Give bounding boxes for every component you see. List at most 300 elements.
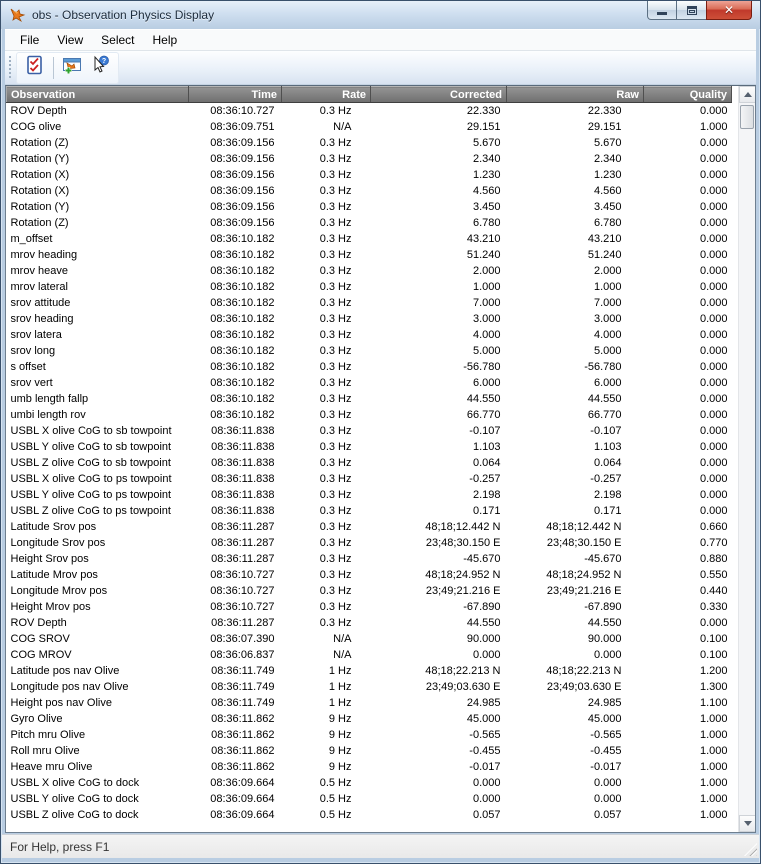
quality-value: 0.330 <box>699 601 728 613</box>
table-header-row <box>7 87 732 103</box>
corrected-value: 43.210 <box>466 233 501 245</box>
table-row[interactable] <box>7 135 732 151</box>
quality-value: 0.000 <box>699 185 728 197</box>
raw-value: -67.890 <box>584 601 622 613</box>
raw-value: 2.340 <box>593 153 622 165</box>
table-row[interactable] <box>7 711 732 727</box>
observation-name: USBL Z olive CoG to dock <box>10 809 139 821</box>
quality-value: 0.000 <box>699 505 728 517</box>
rate-value: 0.3 Hz <box>319 393 352 405</box>
corrected-value: 4.000 <box>472 329 501 341</box>
corrected-value: 2.198 <box>472 489 501 501</box>
time-value: 08:36:09.664 <box>210 809 275 821</box>
time-value: 08:36:09.156 <box>210 217 275 229</box>
raw-value: 3.450 <box>593 201 622 213</box>
table-row[interactable] <box>7 679 732 695</box>
observation-table <box>6 86 732 823</box>
table-row[interactable] <box>7 375 732 391</box>
quality-value: 1.100 <box>699 697 728 709</box>
rate-value: 0.5 Hz <box>319 777 352 789</box>
time-value: 08:36:11.838 <box>211 505 275 517</box>
table-row[interactable] <box>7 343 732 359</box>
quality-value: 0.000 <box>699 297 728 309</box>
quality-value: 1.000 <box>699 713 728 725</box>
observation-name: USBL X olive CoG to dock <box>10 777 140 789</box>
observation-checklist-button[interactable] <box>21 55 49 81</box>
time-value: 08:36:10.182 <box>210 409 275 421</box>
rate-value: 0.3 Hz <box>319 377 352 389</box>
quality-value: 0.000 <box>699 345 728 357</box>
rate-value: 0.3 Hz <box>319 617 352 629</box>
corrected-value: 6.780 <box>472 217 501 229</box>
quality-value: 1.000 <box>699 121 728 133</box>
time-value: 08:36:07.390 <box>210 633 275 645</box>
observation-name: USBL Y olive CoG to sb towpoint <box>10 441 172 453</box>
time-value: 08:36:06.837 <box>210 649 275 661</box>
corrected-value: 3.450 <box>472 201 501 213</box>
corrected-value: 1.103 <box>472 441 501 453</box>
observation-name: s offset <box>10 361 46 373</box>
time-value: 08:36:11.862 <box>211 745 275 757</box>
toolbar-separator <box>53 57 54 79</box>
table-row[interactable] <box>7 743 732 759</box>
observation-name: Gyro Olive <box>10 713 63 725</box>
raw-value: 45.000 <box>587 713 622 725</box>
table-row[interactable] <box>7 167 732 183</box>
time-value: 08:36:10.182 <box>210 345 275 357</box>
table-row[interactable] <box>7 567 732 583</box>
corrected-value: 0.057 <box>472 809 501 821</box>
observation-name: srov latera <box>10 329 62 341</box>
time-value: 08:36:10.182 <box>210 329 275 341</box>
column-header-raw[interactable]: Raw <box>507 87 644 103</box>
corrected-value: 48;18;12.442 N <box>425 521 501 533</box>
quality-value: 0.000 <box>699 425 728 437</box>
resize-grip[interactable] <box>744 843 757 856</box>
scroll-down-button[interactable] <box>739 815 756 832</box>
minimize-button[interactable] <box>647 1 677 20</box>
quality-value: 0.770 <box>699 537 728 549</box>
table-row[interactable] <box>7 263 732 279</box>
quality-value: 0.000 <box>699 617 728 629</box>
corrected-value: 0.000 <box>472 649 501 661</box>
raw-value: 4.560 <box>593 185 622 197</box>
window-title: obs - Observation Physics Display <box>32 8 215 22</box>
corrected-value: 23;48;30.150 E <box>425 537 501 549</box>
time-value: 08:36:10.182 <box>210 377 275 389</box>
table-row[interactable] <box>7 183 732 199</box>
table-row[interactable] <box>7 455 732 471</box>
time-value: 08:36:10.727 <box>210 569 275 581</box>
raw-value: 23;49;21.216 E <box>546 585 622 597</box>
rate-value: 0.3 Hz <box>319 521 352 533</box>
raw-value: 6.780 <box>593 217 622 229</box>
table-row[interactable] <box>7 215 732 231</box>
table-row[interactable] <box>7 535 732 551</box>
time-value: 08:36:10.182 <box>210 361 275 373</box>
rate-value: 0.3 Hz <box>319 505 352 517</box>
observation-name: Rotation (Z) <box>10 217 69 229</box>
time-value: 08:36:10.727 <box>210 105 275 117</box>
table-row[interactable] <box>7 295 732 311</box>
rate-value: 0.3 Hz <box>319 281 352 293</box>
time-value: 08:36:10.182 <box>210 281 275 293</box>
rate-value: 0.3 Hz <box>319 265 352 277</box>
corrected-value: 5.670 <box>472 137 501 149</box>
help-cursor-icon <box>90 55 110 80</box>
menu-item-file[interactable]: File <box>20 33 40 47</box>
raw-value: 44.550 <box>587 617 622 629</box>
close-icon: ✕ <box>723 3 735 17</box>
time-value: 08:36:11.862 <box>211 713 275 725</box>
rate-value: 9 Hz <box>328 761 352 773</box>
table-row[interactable] <box>7 615 732 631</box>
observation-name: mrov heave <box>10 265 68 277</box>
corrected-value: 7.000 <box>472 297 501 309</box>
corrected-value: 0.171 <box>472 505 501 517</box>
rate-value: 0.3 Hz <box>319 169 352 181</box>
observation-name: Longitude pos nav Olive <box>10 681 129 693</box>
quality-value: 0.000 <box>699 489 728 501</box>
corrected-value: 2.000 <box>472 265 501 277</box>
rate-value: 0.3 Hz <box>319 185 352 197</box>
raw-value: -0.107 <box>590 425 622 437</box>
quality-value: 0.100 <box>699 633 728 645</box>
rate-value: 0.3 Hz <box>319 201 352 213</box>
rate-value: 0.5 Hz <box>319 809 352 821</box>
raw-value: 0.000 <box>593 777 622 789</box>
rate-value: 0.3 Hz <box>319 569 352 581</box>
table-row[interactable] <box>7 199 732 215</box>
maximize-button[interactable] <box>677 1 706 20</box>
table-row[interactable] <box>7 151 732 167</box>
rate-value: 0.3 Hz <box>319 217 352 229</box>
corrected-value: 44.550 <box>466 393 501 405</box>
time-value: 08:36:11.838 <box>211 457 275 469</box>
observation-name: mrov heading <box>10 249 78 261</box>
vertical-scrollbar[interactable] <box>738 86 755 832</box>
quality-value: 0.000 <box>699 249 728 261</box>
observation-name: Height pos nav Olive <box>10 697 112 709</box>
raw-value: -0.017 <box>590 761 622 773</box>
corrected-value: 0.000 <box>472 793 501 805</box>
raw-value: 22.330 <box>587 105 622 117</box>
raw-value: 48;18;12.442 N <box>546 521 622 533</box>
raw-value: 6.000 <box>593 377 622 389</box>
observation-name: Pitch mru Olive <box>10 729 86 741</box>
column-header-time[interactable]: Time <box>189 87 282 103</box>
observation-name: Heave mru Olive <box>10 761 93 773</box>
toolbar-grip[interactable] <box>8 56 12 80</box>
raw-value: -0.565 <box>590 729 622 741</box>
time-value: 08:36:11.287 <box>211 617 275 629</box>
table-row[interactable] <box>7 727 732 743</box>
time-value: 08:36:09.664 <box>210 777 275 789</box>
table-row[interactable] <box>7 487 732 503</box>
raw-value: 2.198 <box>593 489 622 501</box>
raw-value: -56.780 <box>584 361 622 373</box>
raw-value: 4.000 <box>593 329 622 341</box>
quality-value: 0.000 <box>699 313 728 325</box>
quality-value: 0.660 <box>699 521 728 533</box>
rate-value: 0.5 Hz <box>319 793 352 805</box>
arrow-up-icon <box>744 92 752 97</box>
table-row[interactable] <box>7 247 732 263</box>
observation-name: srov attitude <box>10 297 71 309</box>
corrected-value: 22.330 <box>466 105 501 117</box>
rate-value: N/A <box>333 649 352 661</box>
time-value: 08:36:11.838 <box>211 473 275 485</box>
table-row[interactable] <box>7 647 732 663</box>
time-value: 08:36:11.287 <box>211 553 275 565</box>
quality-value: 0.000 <box>699 409 728 421</box>
observation-name: USBL X olive CoG to sb towpoint <box>10 425 172 437</box>
observation-name: USBL Y olive CoG to ps towpoint <box>10 489 172 501</box>
raw-value: 43.210 <box>587 233 622 245</box>
time-value: 08:36:10.182 <box>210 233 275 245</box>
observation-name: USBL Z olive CoG to ps towpoint <box>10 505 171 517</box>
quality-value: 0.000 <box>699 457 728 469</box>
corrected-value: -67.890 <box>463 601 501 613</box>
corrected-value: 23;49;03.630 E <box>425 681 501 693</box>
rate-value: 1 Hz <box>328 665 352 677</box>
table-row[interactable] <box>7 519 732 535</box>
rate-value: 0.3 Hz <box>319 249 352 261</box>
svg-text:?: ? <box>101 58 107 66</box>
table-row[interactable] <box>7 759 732 775</box>
table-row[interactable] <box>7 471 732 487</box>
time-value: 08:36:11.749 <box>211 697 275 709</box>
table-row[interactable] <box>7 279 732 295</box>
corrected-value: 2.340 <box>472 153 501 165</box>
status-bar <box>2 834 759 858</box>
table-row[interactable] <box>7 775 732 791</box>
scroll-up-button[interactable] <box>739 86 756 103</box>
time-value: 08:36:11.749 <box>211 665 275 677</box>
column-header-quality[interactable]: Quality <box>644 87 732 103</box>
time-value: 08:36:11.287 <box>211 537 275 549</box>
observation-name: umbi length rov <box>10 409 86 421</box>
scroll-thumb[interactable] <box>740 105 754 129</box>
app-logo-icon <box>9 7 27 23</box>
raw-value: 0.000 <box>593 649 622 661</box>
table-row[interactable] <box>7 503 732 519</box>
corrected-value: 48;18;24.952 N <box>425 569 501 581</box>
observation-name: Rotation (X) <box>10 169 70 181</box>
menu-item-select[interactable]: Select <box>101 33 135 47</box>
rate-value: 0.3 Hz <box>319 489 352 501</box>
table-row[interactable] <box>7 391 732 407</box>
observation-name: Height Srov pos <box>10 553 89 565</box>
raw-value: 1.230 <box>593 169 622 181</box>
observation-name: Rotation (Y) <box>10 153 70 165</box>
rate-value: 0.3 Hz <box>319 409 352 421</box>
column-header-rate[interactable]: Rate <box>282 87 371 103</box>
rate-value: 0.3 Hz <box>319 425 352 437</box>
rate-value: N/A <box>333 633 352 645</box>
time-value: 08:36:09.156 <box>210 153 275 165</box>
menu-bar <box>5 29 756 51</box>
table-row[interactable] <box>7 119 732 135</box>
table-row[interactable] <box>7 439 732 455</box>
quality-value: 0.000 <box>699 441 728 453</box>
observation-name: Latitude Srov pos <box>10 521 97 533</box>
menu-item-help[interactable]: Help <box>152 33 178 47</box>
rate-value: 0.3 Hz <box>319 313 352 325</box>
corrected-value: 44.550 <box>466 617 501 629</box>
rate-value: 0.3 Hz <box>319 361 352 373</box>
add-display-window-button[interactable] <box>58 55 86 81</box>
corrected-value: 24.985 <box>466 697 501 709</box>
quality-value: 0.000 <box>699 105 728 117</box>
quality-value: 1.000 <box>699 809 728 821</box>
status-message: For Help, press F1 <box>10 839 110 854</box>
table-row[interactable] <box>7 791 732 807</box>
rate-value: 0.3 Hz <box>319 153 352 165</box>
corrected-value: -0.107 <box>469 425 501 437</box>
raw-value: -0.455 <box>590 745 622 757</box>
corrected-value: -56.780 <box>463 361 501 373</box>
table-row[interactable] <box>7 311 732 327</box>
observation-name: srov heading <box>10 313 74 325</box>
observation-name: Roll mru Olive <box>10 745 80 757</box>
raw-value: 66.770 <box>587 409 622 421</box>
rate-value: 0.3 Hz <box>319 329 352 341</box>
raw-value: -45.670 <box>584 553 622 565</box>
raw-value: 0.064 <box>593 457 622 469</box>
quality-value: 1.200 <box>699 665 728 677</box>
raw-value: 5.670 <box>593 137 622 149</box>
raw-value: 7.000 <box>593 297 622 309</box>
observation-name: Rotation (Z) <box>10 137 69 149</box>
rate-value: 0.3 Hz <box>319 137 352 149</box>
corrected-value: 66.770 <box>466 409 501 421</box>
rate-value: 0.3 Hz <box>319 233 352 245</box>
time-value: 08:36:10.182 <box>210 313 275 325</box>
time-value: 08:36:09.664 <box>210 793 275 805</box>
time-value: 08:36:11.287 <box>211 521 275 533</box>
time-value: 08:36:10.182 <box>210 249 275 261</box>
raw-value: 5.000 <box>593 345 622 357</box>
quality-value: 0.550 <box>699 569 728 581</box>
raw-value: 3.000 <box>593 313 622 325</box>
corrected-value: -45.670 <box>463 553 501 565</box>
raw-value: 23;49;03.630 E <box>546 681 622 693</box>
observation-name: Longitude Srov pos <box>10 537 106 549</box>
time-value: 08:36:11.838 <box>211 425 275 437</box>
column-header-observation[interactable]: Observation <box>7 87 189 103</box>
raw-value: 48;18;24.952 N <box>546 569 622 581</box>
menu-item-view[interactable]: View <box>57 33 84 47</box>
title-bar[interactable] <box>1 1 760 29</box>
quality-value: 1.000 <box>699 793 728 805</box>
time-value: 08:36:10.727 <box>210 585 275 597</box>
quality-value: 0.000 <box>699 217 728 229</box>
table-row[interactable] <box>7 807 732 823</box>
raw-value: 2.000 <box>593 265 622 277</box>
table-row[interactable] <box>7 695 732 711</box>
checklist-icon <box>25 55 45 80</box>
observation-name: ROV Depth <box>10 617 67 629</box>
table-row[interactable] <box>7 551 732 567</box>
corrected-value: 45.000 <box>466 713 501 725</box>
context-help-button[interactable] <box>86 55 114 81</box>
column-header-corrected[interactable]: Corrected <box>371 87 507 103</box>
minimize-icon <box>657 12 667 15</box>
observation-name: Height Mrov pos <box>10 601 91 613</box>
observation-name: Rotation (X) <box>10 185 70 197</box>
corrected-value: -0.455 <box>469 745 501 757</box>
corrected-value: 1.230 <box>472 169 501 181</box>
observation-name: Longitude Mrov pos <box>10 585 108 597</box>
quality-value: 0.100 <box>699 649 728 661</box>
corrected-value: 5.000 <box>472 345 501 357</box>
toolbar-panel <box>16 52 119 84</box>
quality-value: 0.000 <box>699 265 728 277</box>
raw-value: 1.103 <box>593 441 622 453</box>
quality-value: 0.000 <box>699 281 728 293</box>
observation-name: COG olive <box>10 121 62 133</box>
observation-name: Latitude pos nav Olive <box>10 665 120 677</box>
table-row[interactable] <box>7 327 732 343</box>
table-row[interactable] <box>7 599 732 615</box>
observation-name: umb length fallp <box>10 393 89 405</box>
table-row[interactable] <box>7 423 732 439</box>
quality-value: 0.000 <box>699 153 728 165</box>
time-value: 08:36:11.862 <box>211 761 275 773</box>
rate-value: 0.3 Hz <box>319 601 352 613</box>
time-value: 08:36:10.182 <box>210 297 275 309</box>
raw-value: -0.257 <box>590 473 622 485</box>
table-row[interactable] <box>7 359 732 375</box>
raw-value: 0.000 <box>593 793 622 805</box>
arrow-down-icon <box>744 821 752 826</box>
observation-name: COG MROV <box>10 649 72 661</box>
quality-value: 1.000 <box>699 761 728 773</box>
table-row[interactable] <box>7 231 732 247</box>
observation-name: m_offset <box>10 233 53 245</box>
rate-value: 0.3 Hz <box>319 441 352 453</box>
table-row[interactable] <box>7 663 732 679</box>
raw-value: 0.057 <box>593 809 622 821</box>
rate-value: 0.3 Hz <box>319 473 352 485</box>
raw-value: 24.985 <box>587 697 622 709</box>
table-row[interactable] <box>7 103 732 120</box>
table-row[interactable] <box>7 583 732 599</box>
rate-value: 0.3 Hz <box>319 297 352 309</box>
time-value: 08:36:09.751 <box>210 121 275 133</box>
time-value: 08:36:10.182 <box>210 393 275 405</box>
quality-value: 1.000 <box>699 729 728 741</box>
time-value: 08:36:09.156 <box>210 169 275 181</box>
corrected-value: 0.064 <box>472 457 501 469</box>
corrected-value: 23;49;21.216 E <box>425 585 501 597</box>
raw-value: 29.151 <box>587 121 622 133</box>
quality-value: 0.000 <box>699 393 728 405</box>
raw-value: 48;18;22.213 N <box>546 665 622 677</box>
table-row[interactable] <box>7 407 732 423</box>
corrected-value: 3.000 <box>472 313 501 325</box>
rate-value: 9 Hz <box>328 713 352 725</box>
corrected-value: -0.017 <box>469 761 501 773</box>
time-value: 08:36:09.156 <box>210 201 275 213</box>
close-button[interactable] <box>706 1 752 20</box>
quality-value: 0.000 <box>699 201 728 213</box>
table-row[interactable] <box>7 631 732 647</box>
rate-value: 0.3 Hz <box>319 537 352 549</box>
rate-value: 1 Hz <box>328 697 352 709</box>
corrected-value: -0.565 <box>469 729 501 741</box>
